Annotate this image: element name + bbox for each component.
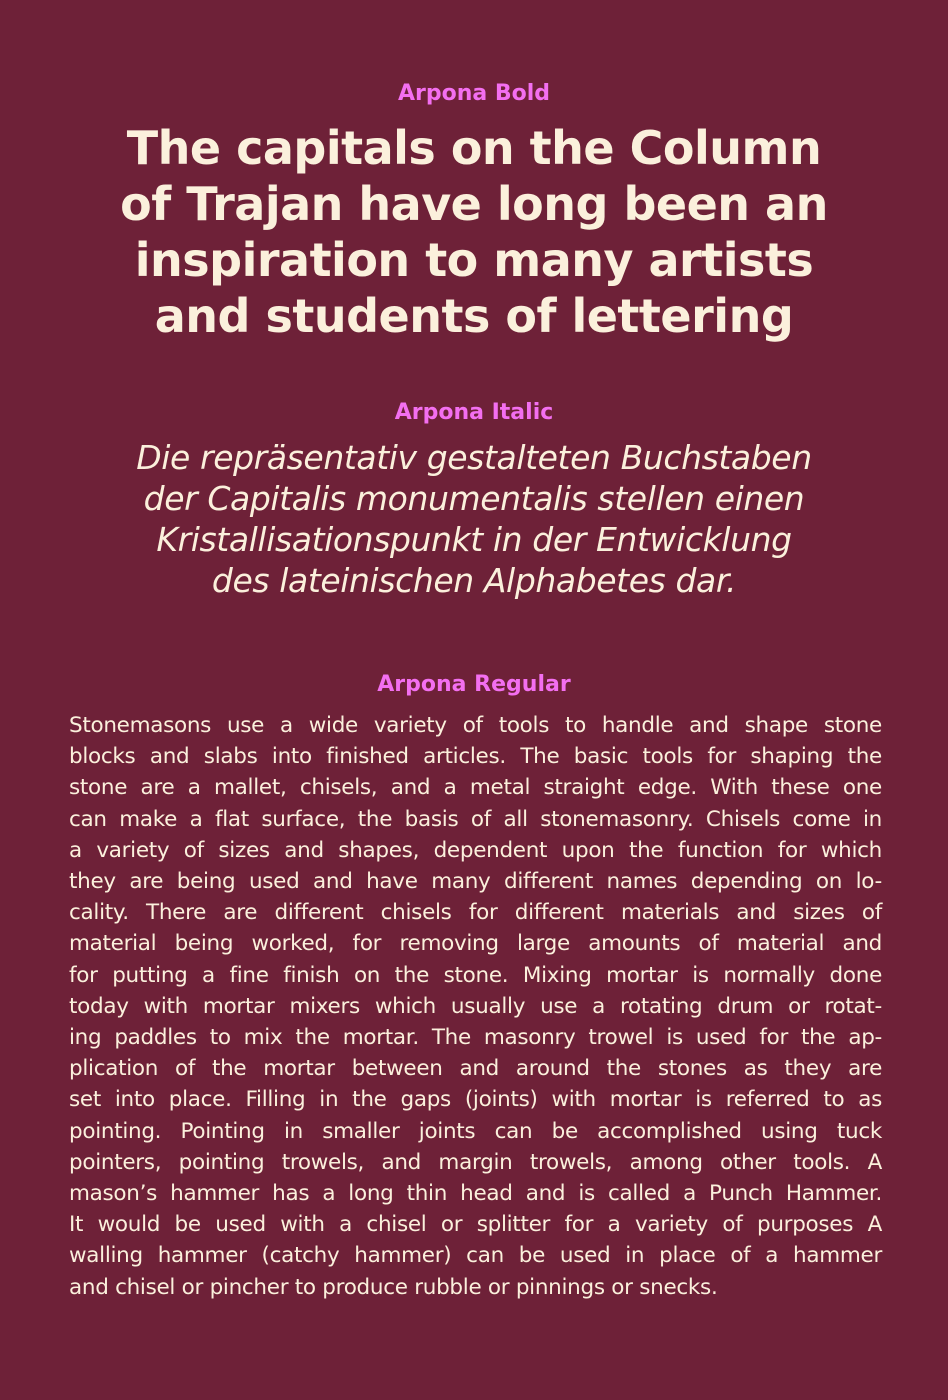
- italic-line: Kristallisationspunkt in der Entwicklung: [156, 520, 792, 559]
- italic-line: Die repräsentativ gestalteten Buchstaben: [136, 438, 812, 477]
- paragraph-line: for putting a fine finish on the stone. Mixing mortar is normally done: [69, 962, 882, 988]
- paragraph-line: Stonemasons use a wide variety of tools to handle and shape stone: [69, 713, 882, 738]
- paragraph-line: material being worked, for removing large amounts of material and: [69, 931, 882, 957]
- paragraph-line: and chisel or pincher to produce rubble or pinnings or snecks.: [69, 1274, 718, 1300]
- paragraph-line: walling hammer (catchy hammer) can be used in place of a hammer: [69, 1243, 882, 1269]
- regular-specimen-paragraph: [69, 710, 882, 1303]
- headline-line: of Trajan have long been an: [120, 177, 828, 231]
- italic-specimen-text: [70, 437, 878, 601]
- section-label-regular: Arpona Regular: [377, 672, 571, 697]
- paragraph-line: ing paddles to mix the mortar. The masonry trowel is used for the ap-: [69, 1025, 882, 1051]
- paragraph-line: stone are a mallet, chisels, and a metal straight edge. With these one: [69, 775, 882, 801]
- paragraph-line: a variety of sizes and shapes, dependent upon the function for which: [69, 837, 882, 863]
- paragraph-line: set into place. Filling in the gaps (joints) with mortar is referred to as: [69, 1087, 882, 1113]
- paragraph-line: cality. There are different chisels for different materials and sizes of: [69, 900, 882, 926]
- section-label-bold: Arpona Bold: [397, 81, 551, 106]
- paragraph-line: plication of the mortar between and around the stones as they are: [69, 1056, 882, 1082]
- paragraph-line: pointers, pointing trowels, and margin trowels, among other tools. A: [69, 1149, 882, 1175]
- paragraph-line: today with mortar mixers which usually use a rotating drum or rotat-: [69, 993, 882, 1019]
- paragraph-line: mason’s hammer has a long thin head and is called a Punch Hammer.: [69, 1181, 882, 1207]
- headline-line: inspiration to many artists: [134, 233, 814, 287]
- paragraph-line: can make a flat surface, the basis of all stonemasonry. Chisels come in: [69, 806, 882, 832]
- paragraph-line: blocks and slabs into finished articles. The basic tools for shaping the: [69, 744, 882, 770]
- bold-specimen-headline: [90, 120, 858, 344]
- paragraph-line: It would be used with a chisel or splitter for a variety of purposes A: [69, 1212, 882, 1238]
- italic-line: der Capitalis monumentalis stellen einen: [143, 479, 805, 518]
- section-label-italic: Arpona Italic: [394, 400, 554, 425]
- headline-line: The capitals on the Column: [126, 121, 822, 175]
- headline-line: and students of lettering: [154, 289, 794, 343]
- paragraph-line: they are being used and have many different names depending on lo-: [69, 869, 882, 895]
- paragraph-line: pointing. Pointing in smaller joints can be accomplished using tuck: [69, 1118, 882, 1144]
- italic-line: des lateinischen Alphabetes dar.: [211, 561, 737, 600]
